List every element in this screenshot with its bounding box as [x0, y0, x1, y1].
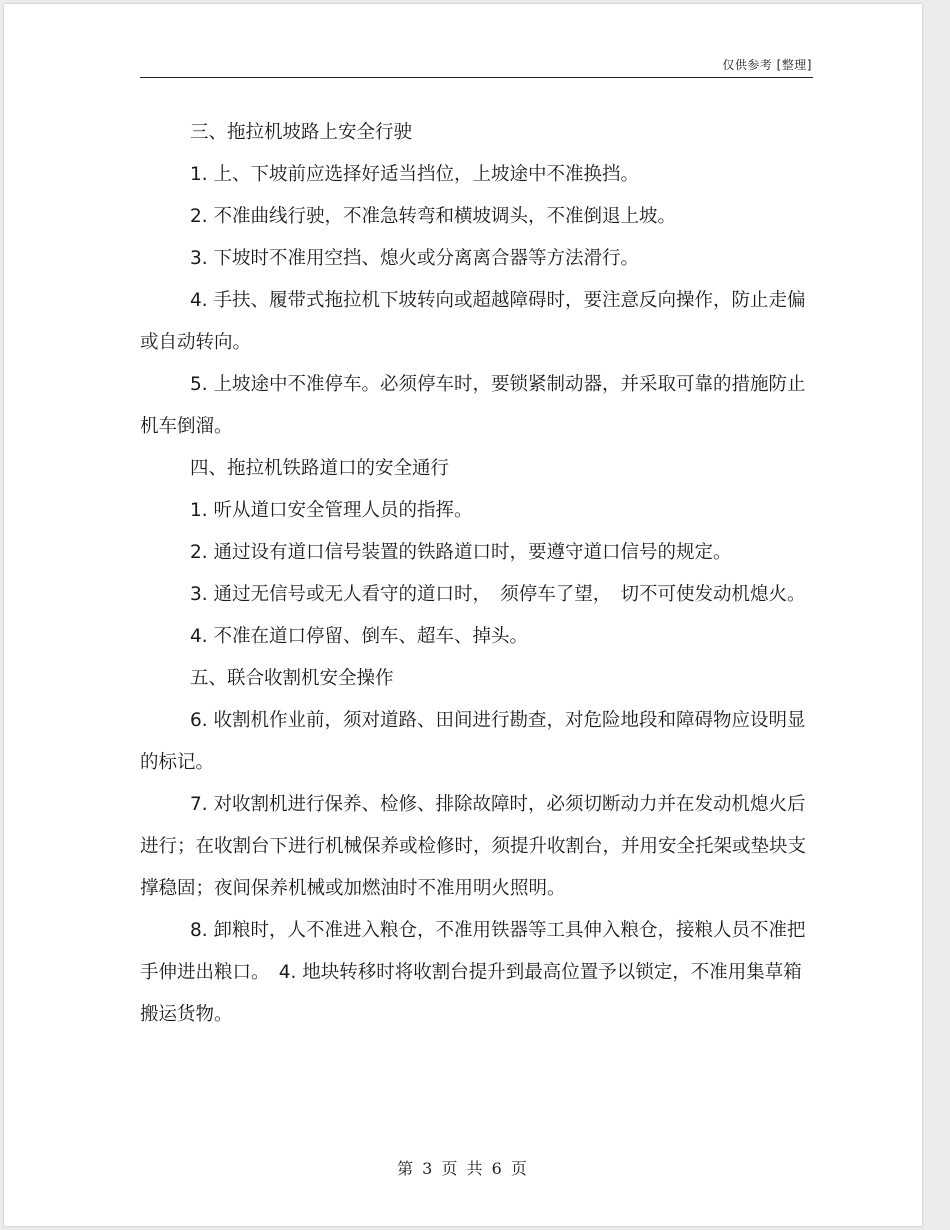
heading-section-4: 四、拖拉机铁路道口的安全通行: [189, 458, 449, 479]
document-page: [4, 4, 922, 1226]
paragraph: 2. 通过设有道口信号装置的铁路道口时，要遵守道口信号的规定。: [189, 542, 732, 563]
heading-section-5: 五、联合收割机安全操作: [189, 668, 394, 689]
heading-section-3: 三、拖拉机坡路上安全行驶: [189, 122, 412, 143]
paragraph: 1. 听从道口安全管理人员的指挥。: [189, 500, 473, 521]
paragraph: 6. 收割机作业前，须对道路、田间进行勘查，对危险地段和障碍物应设明显的标记。: [140, 710, 806, 773]
paragraph: 4. 手扶、履带式拖拉机下坡转向或超越障碍时，要注意反向操作，防止走偏或自动转向。: [140, 290, 806, 353]
paragraph: 3. 下坡时不准用空挡、熄火或分离离合器等方法滑行。: [189, 248, 639, 269]
paragraph: 3. 通过无信号或无人看守的道口时， 须停车了望， 切不可使发动机熄火。: [189, 584, 806, 605]
document-body: [140, 112, 820, 1036]
paragraph: 8. 卸粮时，人不准进入粮仓，不准用铁器等工具伸入粮仓，接粮人员不准把手伸进出粮口。 4. 地块转移时将收割台提升到最高位置予以锁定，不准用集草箱搬运货物。: [140, 920, 806, 1025]
paragraph: 1. 上、下坡前应选择好适当挡位，上坡途中不准换挡。: [189, 164, 639, 185]
header-divider: [140, 77, 813, 78]
page-number-footer: 第 3 页 共 6 页: [397, 1159, 529, 1178]
paragraph: 5. 上坡途中不准停车。必须停车时，要锁紧制动器，并采取可靠的措施防止机车倒溜。: [140, 374, 806, 437]
paragraph: 4. 不准在道口停留、倒车、超车、掉头。: [189, 626, 528, 647]
header-note: 仅供参考 [整理]: [722, 58, 812, 72]
paragraph: 7. 对收割机进行保养、检修、排除故障时，必须切断动力并在发动机熄火后进行；在收割台下进行机械保养或检修时，须提升收割台，并用安全托架或垫块支撑稳固；夜间保养机械或加燃油时不准用明火照明。: [140, 794, 807, 899]
paragraph: 2. 不准曲线行驶，不准急转弯和横坡调头，不准倒退上坡。: [189, 206, 676, 227]
